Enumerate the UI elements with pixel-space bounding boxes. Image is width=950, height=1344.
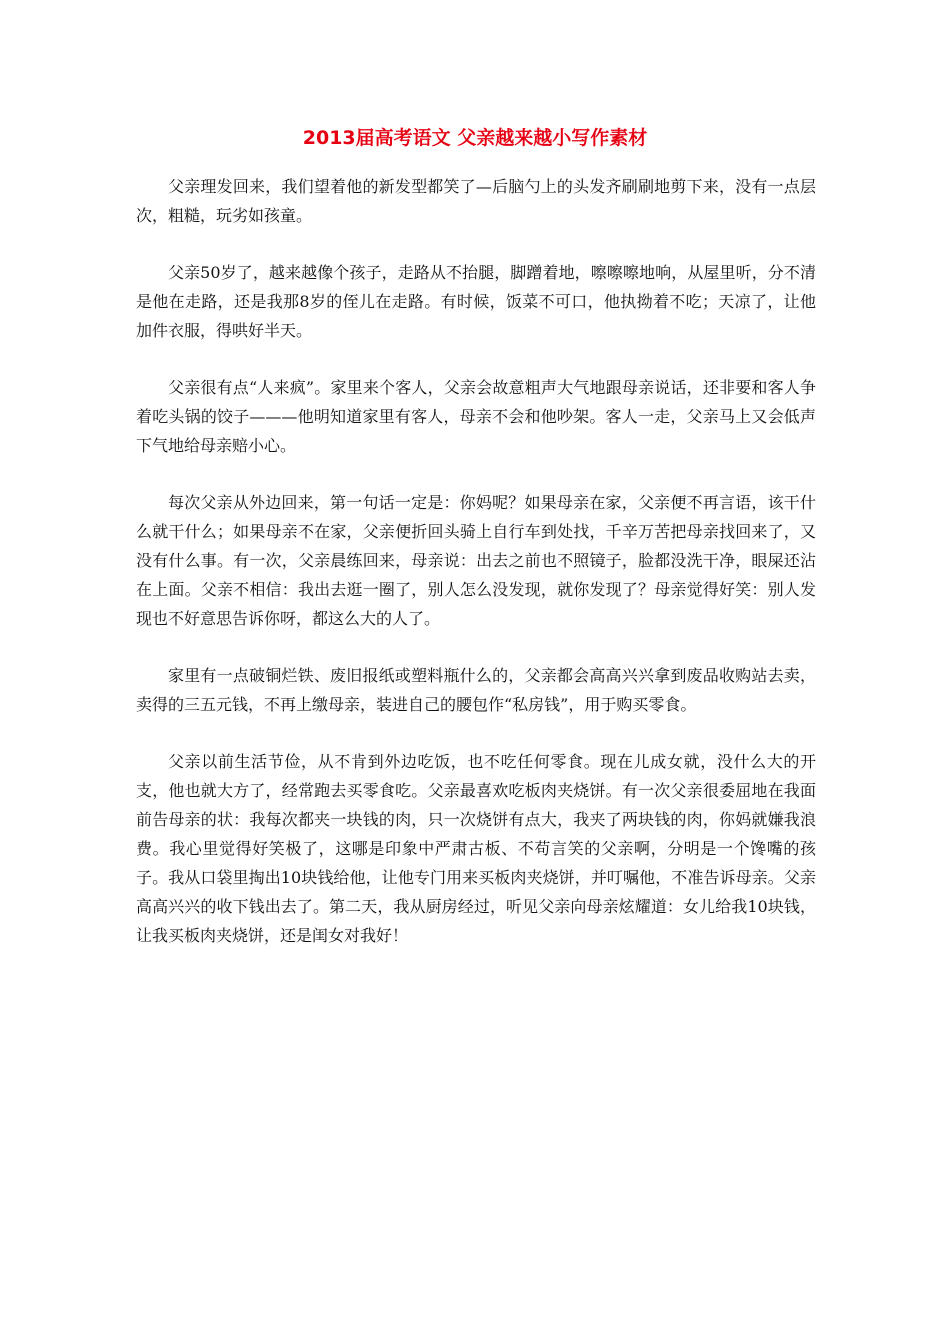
paragraph-1: 父亲理发回来，我们望着他的新发型都笑了—后脑勺上的头发齐刷刷地剪下来，没有一点层次，粗糙，玩劣如孩童。 xyxy=(136,177,816,225)
paragraph-2: 父亲50岁了，越来越像个孩子，走路从不抬腿，脚蹭着地，嚓嚓嚓地响，从屋里听，分不清是他在走路，还是我那8岁的侄儿在走路。有时候，饭菜不可口，他执拗着不吃；天凉了，让他加件衣服，得哄好半天。 xyxy=(136,263,816,340)
paragraph-6: 父亲以前生活节俭，从不肯到外边吃饭，也不吃任何零食。现在儿成女就，没什么大的开支，他也就大方了，经常跑去买零食吃。父亲最喜欢吃板肉夹烧饼。有一次父亲很委屈地在我面前告母亲的状：我每次都夹一块钱的肉，只一次烧饼有点大，我夹了两块钱的肉，你妈就嫌我浪费。我心里觉得好笑极了，这哪是印象中严肃古板、不苟言笑的父亲啊，分明是一个馋嘴的孩子。我从口袋里掏出10块钱给他，让他专门用来买板肉夹烧饼，并叮嘱他，不准告诉母亲。父亲高高兴兴的收下钱出去了。第二天，我从厨房经过，听见父亲向母亲炫耀道：女儿给我10块钱，让我买板肉夹烧饼，还是闺女对我好！ xyxy=(136,752,816,945)
document-title: 2013届高考语文 父亲越来越小写作素材 xyxy=(302,127,648,149)
document-body xyxy=(136,172,816,978)
paragraph-5: 家里有一点破铜烂铁、废旧报纸或塑料瓶什么的，父亲都会高高兴兴拿到废品收购站去卖，卖得的三五元钱，不再上缴母亲，装进自己的腰包作“私房钱”，用于购买零食。 xyxy=(136,666,816,714)
paragraph-4: 每次父亲从外边回来，第一句话一定是：你妈呢？如果母亲在家，父亲便不再言语，该干什么就干什么；如果母亲不在家，父亲便折回头骑上自行车到处找，千辛万苦把母亲找回来了，又没有什么事。有一次，父亲晨练回来，母亲说：出去之前也不照镜子，脸都没洗干净，眼屎还沾在上面。父亲不相信：我出去逛一圈了，别人怎么没发现，就你发现了？母亲觉得好笑：别人发现也不好意思告诉你呀，都这么大的人了。 xyxy=(136,493,816,628)
paragraph-3: 父亲很有点“人来疯”。家里来个客人，父亲会故意粗声大气地跟母亲说话，还非要和客人争着吃头锅的饺子———他明知道家里有客人，母亲不会和他吵架。客人一走，父亲马上又会低声下气地给母亲赔小心。 xyxy=(136,378,816,455)
